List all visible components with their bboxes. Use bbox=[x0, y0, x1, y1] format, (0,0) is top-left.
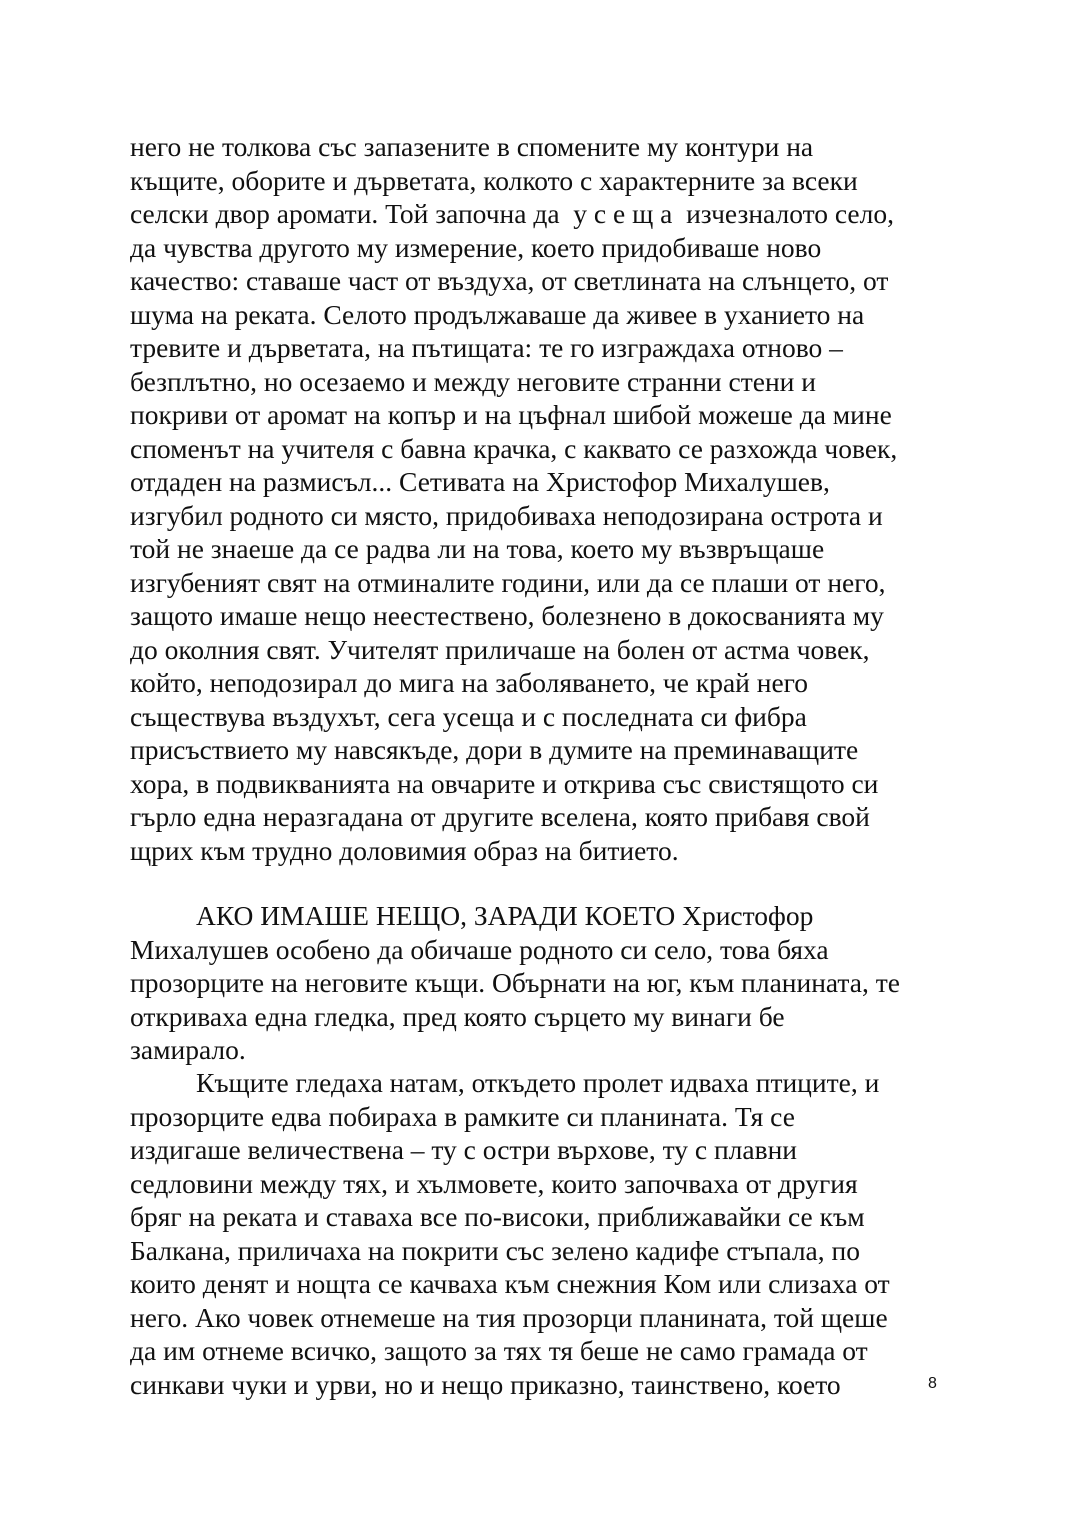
paragraph-3 bbox=[130, 1066, 960, 1401]
text-line: хора, в подвикванията на овчарите и открива със свистящото си bbox=[130, 767, 879, 799]
text-line: съществува въздухът, сега усеща и с последната си фибра bbox=[130, 700, 807, 732]
text-line: седловини между тях, и хълмовете, които започваха от другия bbox=[130, 1167, 858, 1199]
text-line: който, неподозирал до мига на заболяването, че край него bbox=[130, 667, 809, 698]
text-line: безплътно, но осезаемо и между неговите странни стени и bbox=[130, 365, 816, 397]
text-line: него. Ако човек отнемеше на тия прозорци планината, той щеше bbox=[130, 1301, 888, 1333]
text-line: тревите и дърветата, на пътищата: те го изграждаха отново – bbox=[130, 332, 843, 363]
text-line: изгубил родното си място, придобиваха неподозирана острота и bbox=[130, 499, 883, 531]
text-line: да им отнеме всичко, защото за тях тя беше не само грамада от bbox=[130, 1335, 868, 1366]
text-line: защото имаше нещо неестествено, болезнено в докосванията му bbox=[130, 600, 884, 631]
text-line: отдаден на размисъл... Сетивата на Христофор Михалушев, bbox=[130, 466, 830, 497]
text-line: замирало. bbox=[130, 1034, 246, 1065]
paragraph-2 bbox=[130, 899, 960, 1067]
text-line: издигаше величествена – ту с остри върхове, ту с плавни bbox=[130, 1134, 798, 1165]
text-line: селски двор аромати. Той започна да у с е щ а изчезналото село, bbox=[130, 198, 894, 229]
text-line: прозорците едва побираха в рамките си планината. Тя се bbox=[130, 1100, 795, 1132]
text-line: АКО ИМАШЕ НЕЩО, ЗАРАДИ КОЕТО Христофор bbox=[196, 900, 814, 931]
text-line: Михалушев особено да обичаше родното си село, това бяха bbox=[130, 933, 829, 965]
text-line: щрих към трудно доловимия образ на битието. bbox=[130, 834, 679, 866]
text-line: той не знаеше да се радва ли на това, което му възвръщаше bbox=[130, 533, 825, 564]
text-line: откриваха една гледка, пред която сърцето му винаги бе bbox=[130, 1000, 785, 1032]
text-line: прозорците на неговите къщи. Обърнати на юг, към планината, те bbox=[130, 967, 900, 998]
text-line: които денят и нощта се качваха към снежния Ком или слизаха от bbox=[130, 1268, 890, 1299]
paragraph-1 bbox=[130, 130, 960, 867]
text-line: да чувства другото му измерение, което придобиваше ново bbox=[130, 231, 822, 263]
text-line: до околния свят. Учителят приличаше на болен от астма човек, bbox=[130, 633, 870, 665]
text-line: гърло една неразгадана от другите вселена, която прибавя свой bbox=[130, 801, 870, 832]
text-line: споменът на учителя с бавна крачка, с каквато се разхожда човек, bbox=[130, 432, 898, 464]
text-line: бряг на реката и ставаха все по-високи, приближавайки се към bbox=[130, 1201, 865, 1232]
text-line: него не толкова със запазените в спомените му контури на bbox=[130, 131, 814, 162]
text-line: изгубеният свят на отминалите години, или да се плаши от него, bbox=[130, 566, 886, 598]
text-line: качество: ставаше част от въздуха, от светлината на слънцето, от bbox=[130, 265, 889, 296]
text-line: присъствието му навсякъде, дори в думите на преминаващите bbox=[130, 734, 859, 765]
page-number: 8 bbox=[928, 1375, 937, 1392]
text-line: къщите, оборите и дърветата, колкото с характерните за всеки bbox=[130, 164, 858, 196]
text-line: Къщите гледаха натам, откъдето пролет идваха птиците, и bbox=[196, 1067, 880, 1098]
text-line: покриви от аромат на копър и на цъфнал шибой можеше да мине bbox=[130, 399, 892, 430]
text-line: Балкана, приличаха на покрити със зелено кадифе стъпала, по bbox=[130, 1234, 860, 1266]
text-line: шума на реката. Селото продължаваше да живее в уханието на bbox=[130, 298, 865, 330]
text-line: синкави чуки и урви, но и нещо приказно, таинствено, което bbox=[130, 1368, 841, 1400]
